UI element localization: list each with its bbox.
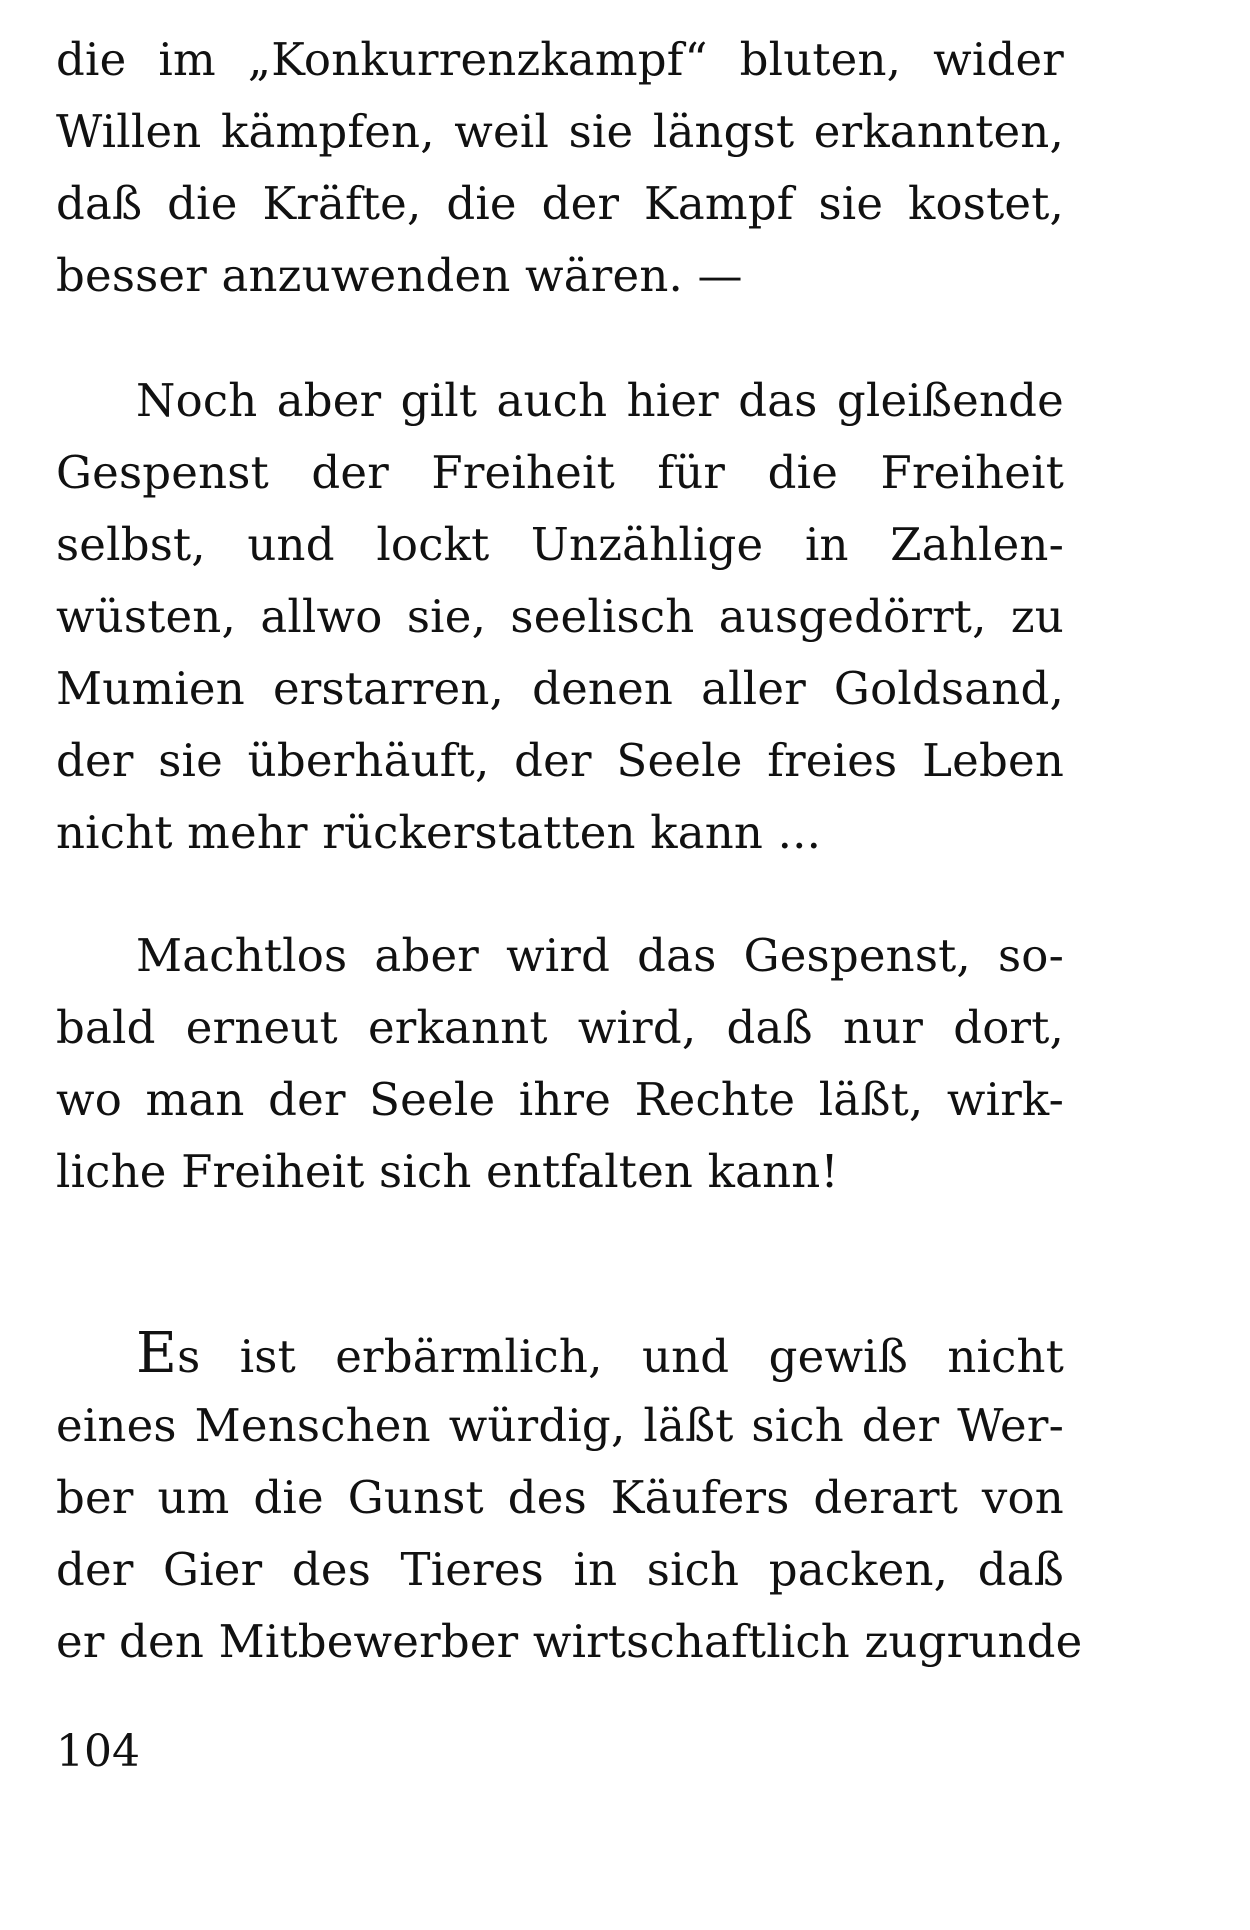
text-line: Willen kämpfen, weil sie längst erkannten, xyxy=(56,105,1064,158)
text-line: der Gier des Tieres in sich packen, daß xyxy=(56,1543,1064,1596)
text-line: Gespenst der Freiheit für die Freiheit xyxy=(56,446,1064,499)
text-line: wüsten, allwo sie, seelisch ausgedörrt, zu xyxy=(56,590,1064,643)
paragraph-1 xyxy=(56,24,1064,312)
paragraph-2 xyxy=(56,365,1064,869)
text-line: eines Menschen würdig, läßt sich der Wer- xyxy=(56,1399,1064,1452)
text-line: er den Mitbewerber wirtschaftlich zugrunde xyxy=(56,1615,1083,1668)
text-line: nicht mehr rückerstatten kann ... xyxy=(56,806,822,859)
paragraph-4 xyxy=(56,1318,1083,1678)
text-line: liche Freiheit sich entfalten kann! xyxy=(56,1145,839,1198)
text-line: der sie überhäuft, der Seele freies Leben xyxy=(56,734,1064,787)
text-line: bald erneut erkannt wird, daß nur dort, xyxy=(56,1001,1064,1054)
text-line: Mumien erstarren, denen aller Goldsand, xyxy=(56,662,1064,715)
first-line-rest: s ist erbärmlich, und gewiß nicht xyxy=(177,1330,1064,1383)
text-line: besser anzuwenden wären. — xyxy=(56,249,743,302)
first-text-line xyxy=(56,1318,1064,1390)
text-line: selbst, und lockt Unzählige in Zahlen- xyxy=(56,518,1064,571)
page-number: 104 xyxy=(56,1726,140,1777)
text-line: Machtlos aber wird das Gespenst, so- xyxy=(136,929,1064,982)
text-line: die im „Konkurrenzkampf“ bluten, wider xyxy=(56,33,1064,86)
initial-letter: E xyxy=(136,1321,178,1386)
text-line: Noch aber gilt auch hier das gleißende xyxy=(136,374,1064,427)
text-line: wo man der Seele ihre Rechte läßt, wirk- xyxy=(56,1073,1064,1126)
text-line: ber um die Gunst des Käufers derart von xyxy=(56,1471,1064,1524)
paragraph-3 xyxy=(56,920,1064,1208)
text-line: daß die Kräfte, die der Kampf sie kostet, xyxy=(56,177,1064,230)
